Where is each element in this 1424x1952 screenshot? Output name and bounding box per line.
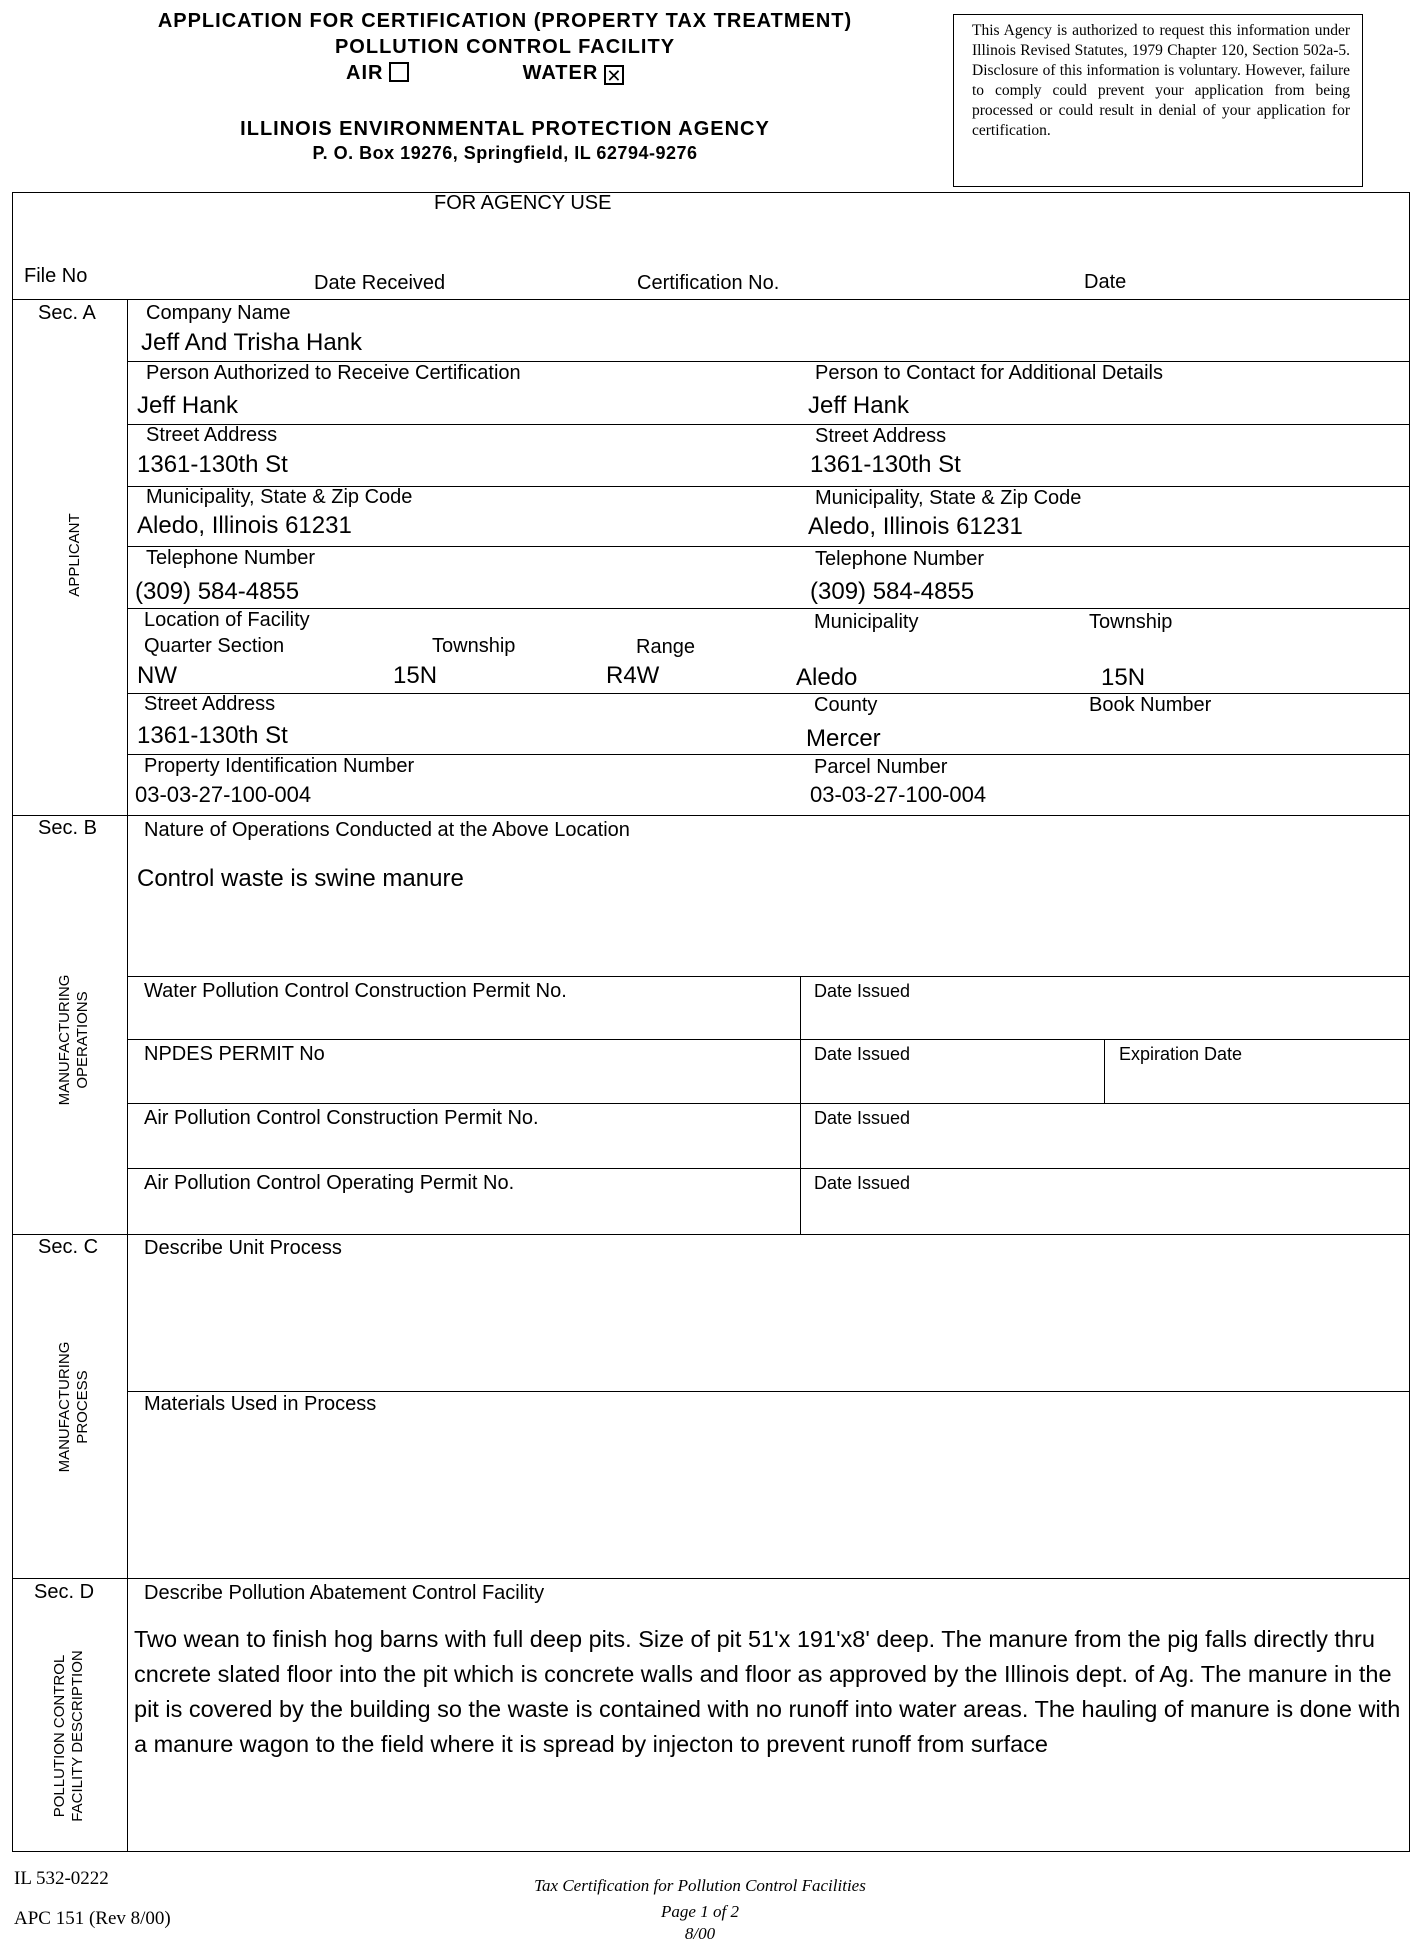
divider (127, 1039, 1410, 1040)
municipality-label: Municipality, State & Zip Code (146, 486, 413, 508)
water-checkbox[interactable]: ✕ (606, 66, 623, 86)
form-id: IL 532-0222 (14, 1868, 109, 1889)
side-line: MANUFACTURING (56, 974, 73, 1106)
facility-street-address-value[interactable]: 1361-130th St (137, 722, 288, 749)
form-title-line2: POLLUTION CONTROL FACILITY (334, 36, 676, 58)
type-checkboxes (346, 62, 624, 85)
page-number: Page 1 of 2 (661, 1902, 739, 1921)
side-line: OPERATIONS (74, 991, 91, 1089)
property-id-label: Property Identification Number (144, 755, 415, 777)
location-municipality-value[interactable]: Aledo (796, 664, 858, 691)
side-line: MANUFACTURING (56, 1341, 73, 1473)
npdes-date-issued-label: Date Issued (814, 1044, 911, 1064)
divider (12, 1234, 1410, 1235)
divider (12, 815, 1410, 816)
book-number-label: Book Number (1089, 694, 1212, 716)
company-name-label: Company Name (146, 302, 291, 324)
pollution-control-side-label (51, 1646, 89, 1826)
county-value[interactable]: Mercer (806, 725, 881, 752)
manufacturing-process-side-label (56, 1337, 94, 1477)
unit-process-label: Describe Unit Process (144, 1237, 342, 1259)
authorized-person-value[interactable]: Jeff Hank (137, 392, 238, 419)
sec-d-label: Sec. D (34, 1581, 95, 1603)
range-value[interactable]: R4W (606, 662, 660, 689)
quarter-section-label: Quarter Section (144, 635, 285, 657)
date-received-label: Date Received (314, 272, 446, 294)
divider (1104, 1039, 1105, 1103)
divider (127, 424, 1410, 425)
divider (12, 1578, 1410, 1579)
contact-telephone-value[interactable]: (309) 584-4855 (810, 578, 975, 605)
county-label: County (814, 694, 878, 716)
divider (127, 976, 1410, 977)
township-value[interactable]: 15N (393, 662, 438, 689)
air-label: AIR (346, 62, 384, 84)
pollution-abatement-label: Describe Pollution Abatement Control Facility (144, 1582, 545, 1604)
location-township-label: Township (1089, 611, 1173, 633)
side-line: PROCESS (74, 1370, 91, 1444)
applicant-side-label: APPLICANT (66, 513, 83, 597)
parcel-number-label: Parcel Number (814, 756, 948, 778)
divider (127, 608, 1410, 609)
divider (127, 299, 128, 1852)
sec-b-label: Sec. B (38, 817, 97, 839)
location-municipality-label: Municipality (814, 611, 919, 633)
contact-telephone-label: Telephone Number (815, 548, 984, 570)
materials-used-label: Materials Used in Process (144, 1393, 377, 1415)
divider (127, 1168, 1410, 1169)
air-checkbox[interactable] (389, 62, 409, 82)
footer-date: 8/00 (684, 1924, 716, 1943)
nature-of-operations-label: Nature of Operations Conducted at the Above Location (144, 819, 630, 841)
telephone-label: Telephone Number (146, 547, 315, 569)
form-revision: APC 151 (Rev 8/00) (14, 1908, 171, 1929)
agency-name: ILLINOIS ENVIRONMENTAL PROTECTION AGENCY (240, 118, 770, 140)
air-construction-permit-label: Air Pollution Control Construction Permit No. (144, 1107, 539, 1129)
property-id-value[interactable]: 03-03-27-100-004 (135, 782, 312, 807)
range-label: Range (636, 636, 695, 658)
contact-person-label: Person to Contact for Additional Details (815, 362, 1163, 384)
divider (12, 299, 1410, 300)
water-permit-label: Water Pollution Control Construction Permit No. (144, 980, 567, 1002)
company-name-value[interactable]: Jeff And Trisha Hank (141, 329, 363, 356)
manufacturing-operations-side-label (56, 970, 94, 1110)
agency-use-title: FOR AGENCY USE (434, 192, 612, 214)
street-address-value[interactable]: 1361-130th St (137, 451, 288, 478)
municipality-value[interactable]: Aledo, Illinois 61231 (137, 512, 352, 539)
location-of-facility-label: Location of Facility (144, 609, 310, 631)
contact-municipality-value[interactable]: Aledo, Illinois 61231 (808, 513, 1023, 540)
nature-of-operations-value[interactable]: Control waste is swine manure (137, 865, 464, 892)
parcel-number-value[interactable]: 03-03-27-100-004 (810, 782, 987, 807)
file-no-label: File No (24, 265, 88, 287)
side-line: POLLUTION CONTROL (51, 1654, 68, 1818)
divider (127, 1103, 1410, 1104)
air-operating-date-issued-label: Date Issued (814, 1173, 911, 1193)
divider (127, 1391, 1410, 1392)
pollution-abatement-description[interactable]: Two wean to finish hog barns with full deep pits. Size of pit 51'x 191'x8' deep. The manure from the pig falls directly thru cncrete slated floor into the pit which is concrete walls and floor as approved by the Illinois dept. of Ag. The manure in the pit is covered by the building so the waste is contained with no runoff into water areas. The hauling of manure is done with a manure wagon to the field where it is spread by injecton to prevent runoff from surface (134, 1626, 1401, 1757)
facility-street-address-label: Street Address (144, 693, 276, 715)
npdes-expiration-date-label: Expiration Date (1119, 1044, 1243, 1064)
divider (127, 546, 1410, 547)
street-address-label: Street Address (146, 424, 278, 446)
sec-c-label: Sec. C (38, 1236, 99, 1258)
divider (800, 976, 801, 1234)
contact-street-address-label: Street Address (815, 425, 947, 447)
contact-street-address-value[interactable]: 1361-130th St (810, 451, 961, 478)
divider (127, 693, 1410, 694)
telephone-value[interactable]: (309) 584-4855 (135, 578, 300, 605)
township-label: Township (432, 635, 516, 657)
location-township-value[interactable]: 15N (1101, 664, 1146, 691)
disclosure-notice: This Agency is authorized to request this information under Illinois Revised Statutes, 1979 Chapter 120, Section 502a-5. Disclosure of this information is voluntary. However, failure to comply could prevent your application from being processed or could result in denial of your application for certification. (953, 14, 1363, 187)
npdes-permit-label: NPDES PERMIT No (144, 1043, 325, 1065)
side-line: FACILITY DESCRIPTION (69, 1650, 86, 1822)
contact-municipality-label: Municipality, State & Zip Code (815, 487, 1082, 509)
form-title-line1: APPLICATION FOR CERTIFICATION (PROPERTY TAX TREATMENT) (157, 10, 853, 32)
agency-date-label: Date (1084, 271, 1127, 293)
footer-title: Tax Certification for Pollution Control Facilities (534, 1876, 866, 1895)
certification-no-label: Certification No. (637, 272, 780, 294)
contact-person-value[interactable]: Jeff Hank (808, 392, 909, 419)
air-operating-permit-label: Air Pollution Control Operating Permit No. (144, 1172, 515, 1194)
air-construction-date-issued-label: Date Issued (814, 1108, 911, 1128)
agency-address: P. O. Box 19276, Springfield, IL 62794-9276 (312, 143, 698, 163)
water-permit-date-issued-label: Date Issued (814, 981, 911, 1001)
water-label: WATER (522, 62, 599, 84)
sec-a-label: Sec. A (38, 302, 96, 324)
quarter-section-value[interactable]: NW (137, 662, 177, 689)
authorized-person-label: Person Authorized to Receive Certification (146, 362, 521, 384)
